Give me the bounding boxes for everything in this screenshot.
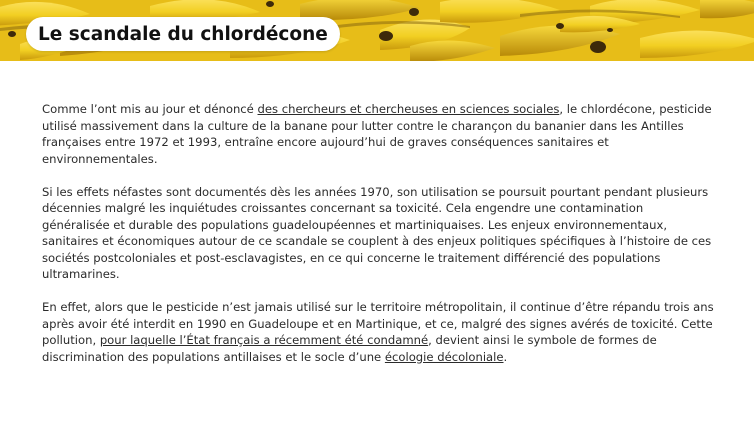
- paragraph-1: [42, 101, 714, 167]
- social-scientists-link[interactable]: des chercheurs et chercheuses en sciences sociales: [257, 102, 560, 116]
- title-pill: [26, 17, 340, 51]
- paragraph-2: Si les effets néfastes sont documentés dès les années 1970, son utilisation se poursuit pourtant pendant plusieurs décennies malgré les inquiétudes croissantes concernant sa toxicité. Cela engendre une contamination généralisée et durable des populations guadeloupéennes et martiniquaises. Les enjeux environnementaux, sanitaires et économiques autour de ce scandale se couplent à des enjeux politiques spécifiques à l’histoire de ces sociétés postcoloniales et post-esclavagistes, en ce qui concerne le traitement différencié des populations ultramarines.: [42, 184, 712, 281]
- state-condemned-link[interactable]: pour laquelle l’État français a récemment été condamné: [99, 333, 429, 347]
- paragraph-3-text-start: En effet, alors que le pesticide n’est jamais utilisé sur le territoire métropolitain, il continue d’être répandu trois ans après avoir été interdit en 1990 en Guadeloupe et en Martinique, et ce, malgré des signes avérés de toxicité. Cette pollution,: [42, 300, 714, 347]
- paragraph-1-text-start: Comme l’ont mis au jour et dénoncé: [42, 102, 258, 116]
- paragraph-3-text-end: .: [503, 349, 508, 364]
- page-title: Le scandale du chlordécone: [38, 23, 328, 45]
- paragraph-1-text-end: , le chlordécone, pesticide utilisé massivement dans la culture de la banane pour lutter contre le charançon du bananier dans les Antilles françaises entre 1972 et 1993, entraîne encore aujourd’hui de graves conséquences sanitaires et environnementales.: [42, 102, 712, 166]
- decolonial-ecology-link[interactable]: écologie décoloniale: [384, 349, 504, 364]
- paragraph-3: [42, 299, 714, 365]
- article-body: [42, 101, 714, 382]
- banner-image: [0, 0, 754, 61]
- paragraph-3-text-middle: , devient ainsi le symbole de formes de discrimination des populations antillaises et le socle d’une: [42, 333, 657, 364]
